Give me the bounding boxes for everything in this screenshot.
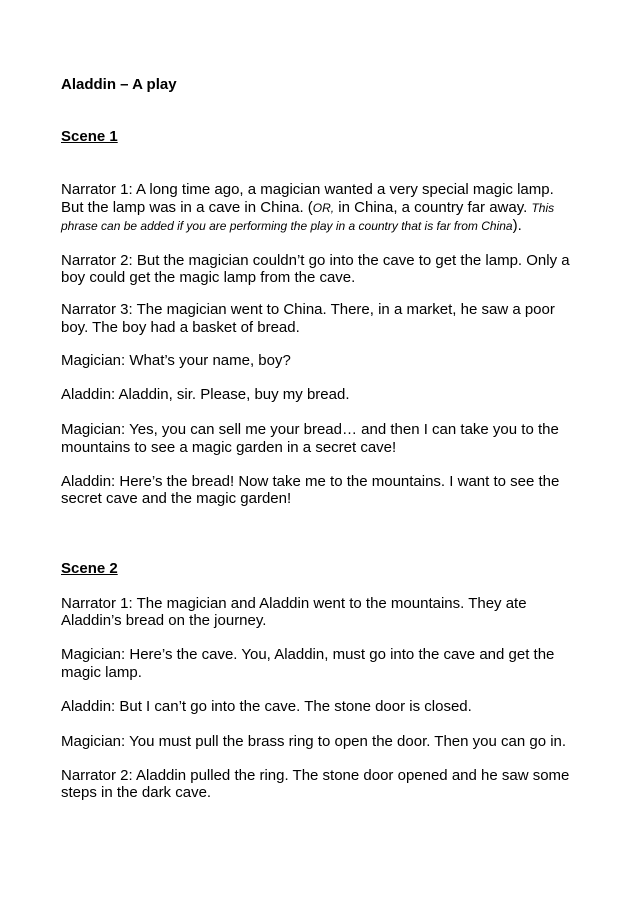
scene-1-aladdin-line-2a: Aladdin: Here’s the bread! Now take me to the mountains. I want to see the	[61, 473, 560, 490]
scene-1-narrator-2-line-2: boy could get the magic lamp from the cave.	[61, 269, 356, 286]
scene-2-narrator-2-line-2: steps in the dark cave.	[61, 784, 212, 801]
note-close: ).	[512, 217, 522, 234]
scene-2-aladdin-line-1: Aladdin: But I can’t go into the cave. The stone door is closed.	[61, 698, 472, 715]
scene-2-narrator-1-line-2: Aladdin’s bread on the journey.	[61, 612, 267, 629]
narrator-1-text: But the lamp was in a cave in China. (	[61, 199, 313, 216]
stage-note-or: OR,	[312, 201, 335, 215]
stage-note: phrase can be added if you are performing the play in a country that is far from China	[61, 219, 513, 233]
scene-1-heading: Scene 1	[61, 128, 118, 145]
scene-1-narrator-3-line-2: boy. The boy had a basket of bread.	[61, 319, 300, 336]
scene-1-narrator-1-line-3	[61, 217, 522, 235]
scene-1-magician-line-2b: mountains to see a magic garden in a secret cave!	[61, 439, 397, 456]
scene-1-aladdin-line-1: Aladdin: Aladdin, sir. Please, buy my bread.	[61, 386, 350, 403]
scene-1-aladdin-line-2b: secret cave and the magic garden!	[61, 490, 292, 507]
scene-1-narrator-3-line-1: Narrator 3: The magician went to China. There, in a market, he saw a poor	[61, 301, 555, 318]
stage-note-start: This	[531, 201, 555, 215]
scene-2-magician-line-1a: Magician: Here’s the cave. You, Aladdin, must go into the cave and get the	[61, 646, 555, 663]
scene-1-narrator-1-line-2	[61, 199, 554, 217]
scene-1-narrator-1-line-1: Narrator 1: A long time ago, a magician wanted a very special magic lamp.	[61, 181, 554, 198]
scene-1-magician-line-2a: Magician: Yes, you can sell me your bread… and then I can take you to the	[61, 421, 559, 438]
scene-2-narrator-2-line-1: Narrator 2: Aladdin pulled the ring. The stone door opened and he saw some	[61, 767, 570, 784]
narrator-1-alt-text: in China, a country far away.	[334, 199, 532, 216]
scene-2-magician-line-1b: magic lamp.	[61, 664, 142, 681]
scene-2-heading: Scene 2	[61, 560, 118, 577]
scene-2-narrator-1-line-1: Narrator 1: The magician and Aladdin went to the mountains. They ate	[61, 595, 527, 612]
scene-1-magician-line-1: Magician: What’s your name, boy?	[61, 352, 291, 369]
play-title: Aladdin – A play	[61, 76, 177, 93]
scene-2-magician-line-2: Magician: You must pull the brass ring to open the door. Then you can go in.	[61, 733, 567, 750]
scene-1-narrator-2-line-1: Narrator 2: But the magician couldn’t go into the cave to get the lamp. Only a	[61, 252, 570, 269]
